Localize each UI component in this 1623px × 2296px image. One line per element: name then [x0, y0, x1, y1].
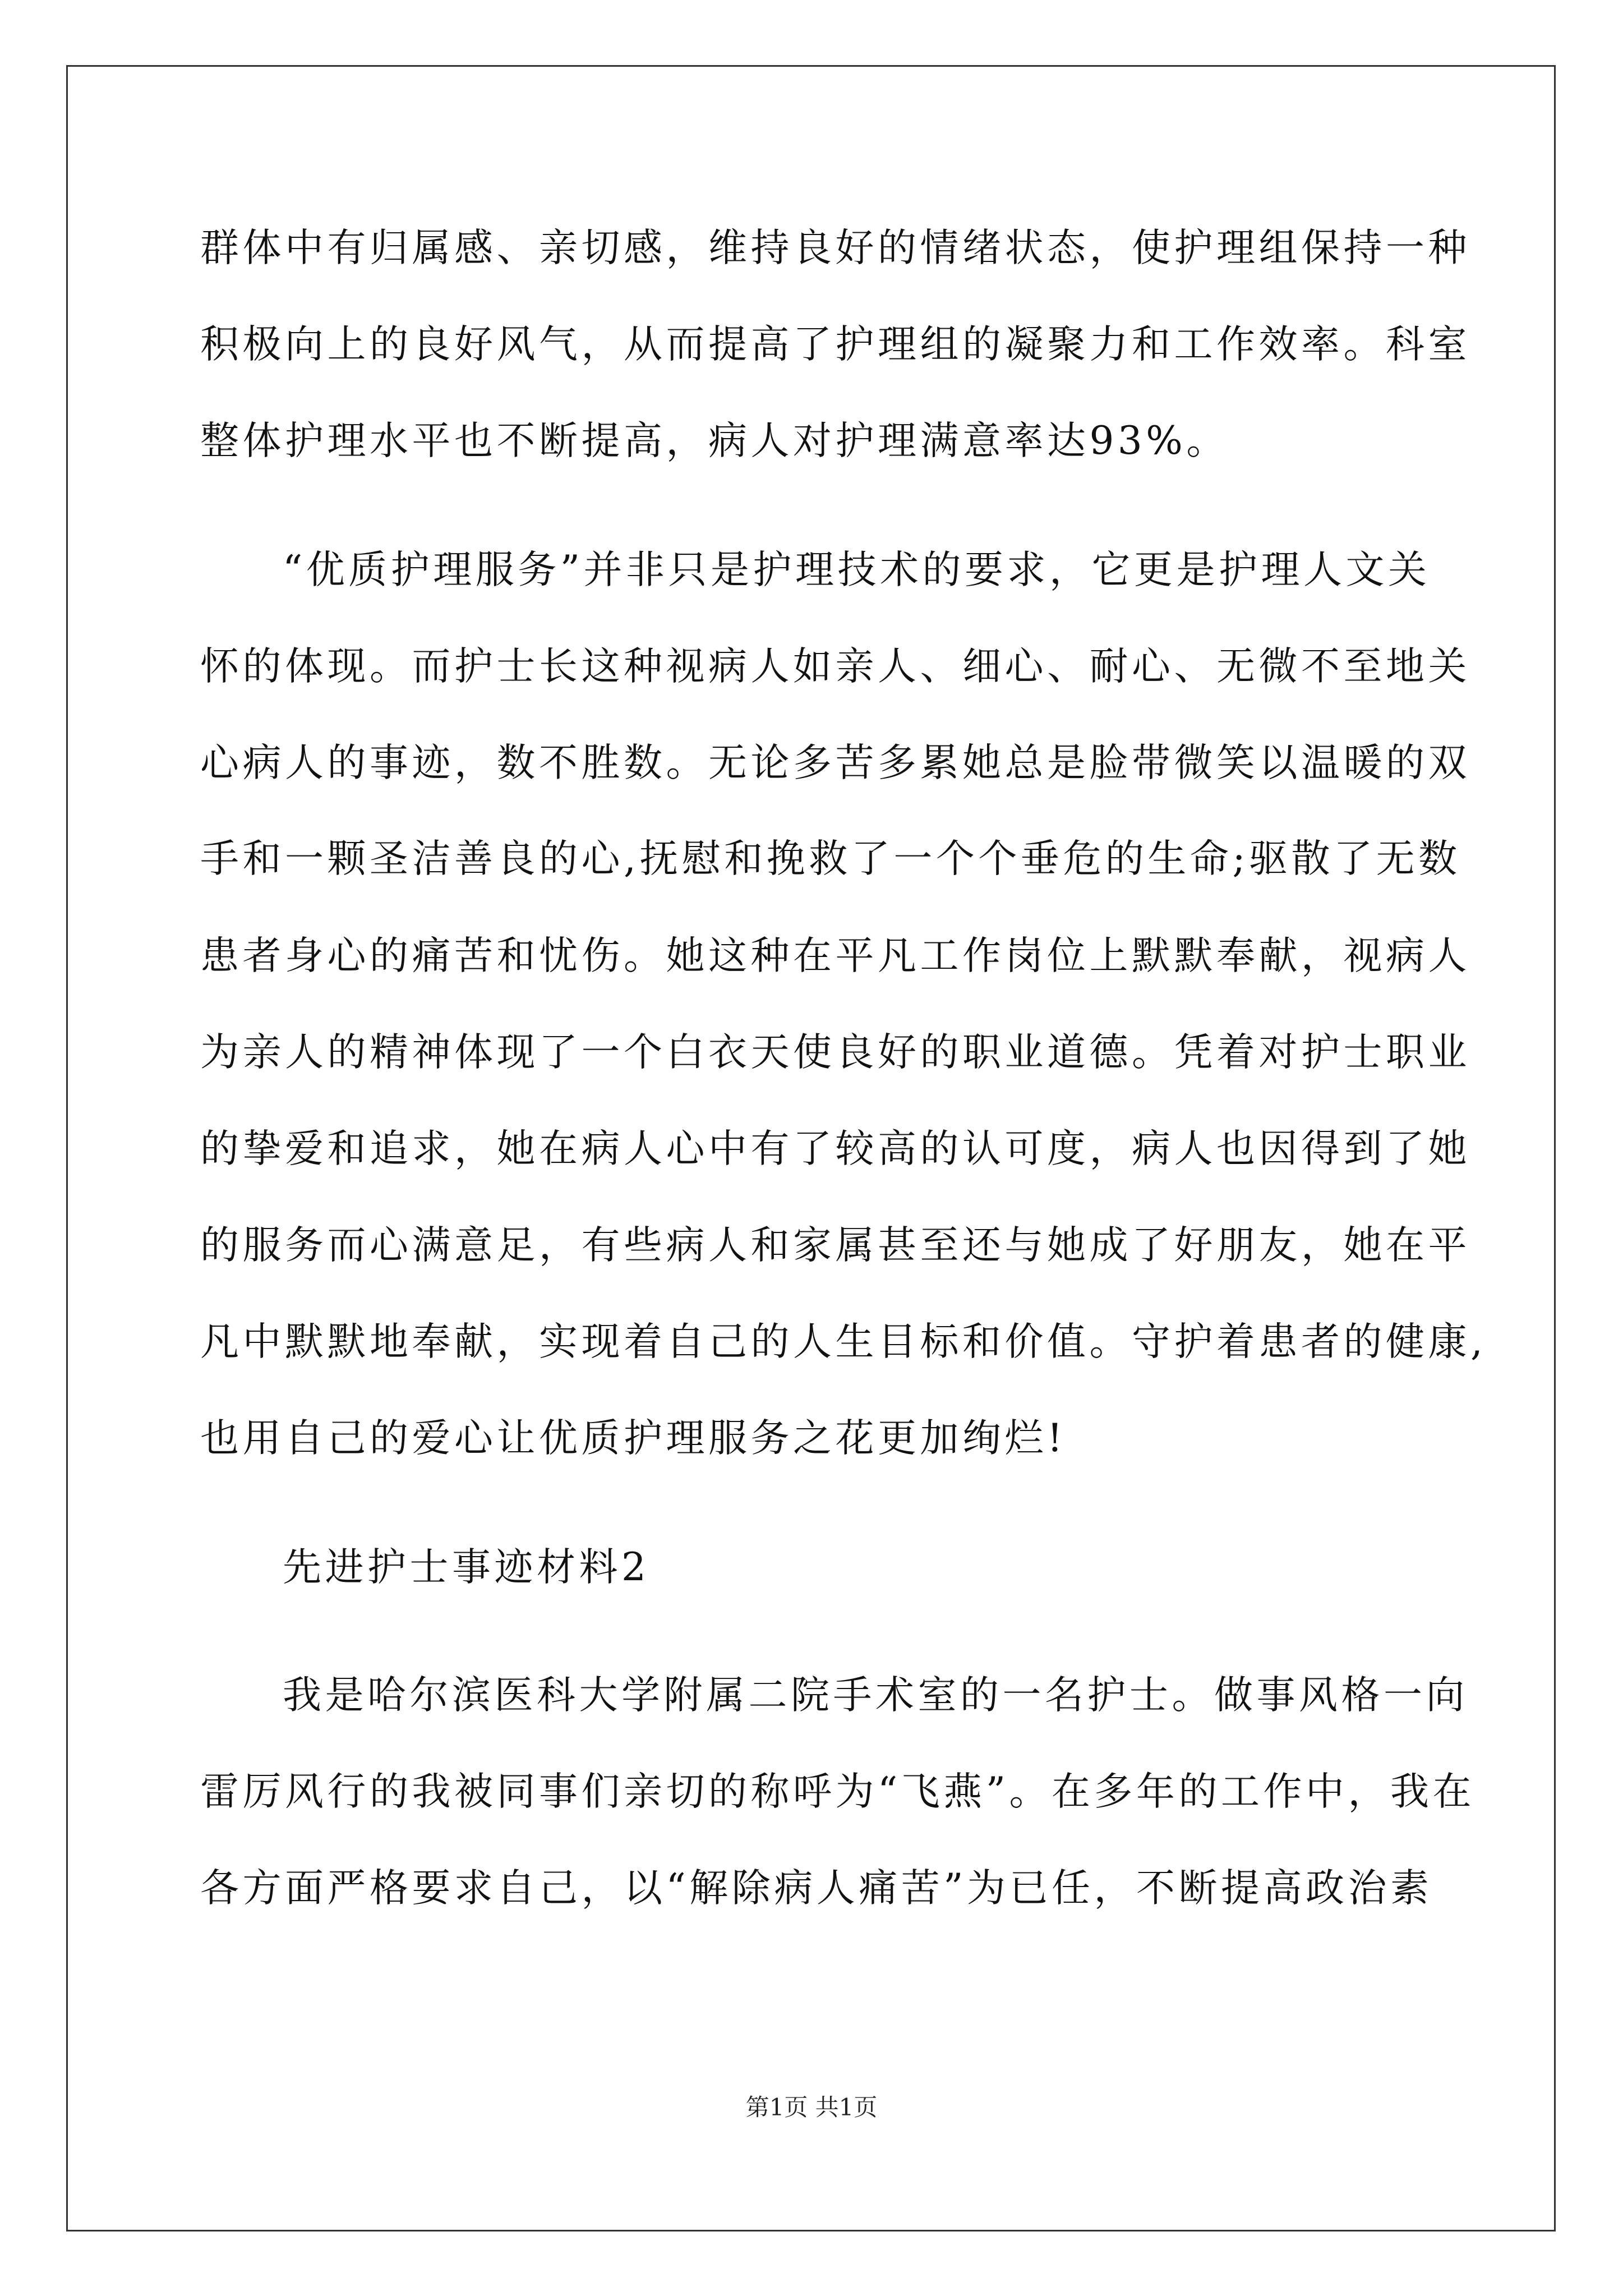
text-line: 也用自己的爱心让优质护理服务之花更加绚烂! [200, 1416, 1067, 1461]
text-line: 为亲人的精神体现了一个白衣天使良好的职业道德。凭着对护士职业 [200, 1030, 1470, 1075]
text-line: 群体中有归属感、亲切感，维持良好的情绪状态，使护理组保持一种 [200, 226, 1470, 270]
section-heading: 先进护士事迹材料2 [283, 1545, 650, 1590]
text-line: 各方面严格要求自己，以“解除病人痛苦”为已任，不断提高政治素 [200, 1866, 1433, 1911]
text-line: 的挚爱和追求，她在病人心中有了较高的认可度，病人也因得到了她 [200, 1126, 1470, 1171]
text-line: 整体护理水平也不断提高，病人对护理满意率达93%。 [200, 418, 1229, 463]
text-line: 心病人的事迹，数不胜数。无论多苦多累她总是脸带微笑以温暖的双 [200, 740, 1470, 785]
text-line: 手和一颗圣洁善良的心,抚慰和挽救了一个个垂危的生命;驱散了无数 [200, 836, 1461, 881]
text-line: 雷厉风行的我被同事们亲切的称呼为“飞燕”。在多年的工作中，我在 [200, 1769, 1476, 1814]
text-line: 积极向上的良好风气，从而提高了护理组的凝聚力和工作效率。科室 [200, 322, 1470, 367]
text-line: 患者身心的痛苦和忧伤。她这种在平凡工作岗位上默默奉献，视病人 [200, 933, 1470, 978]
paragraph-start-line: “优质护理服务”并非只是护理技术的要求，它更是护理人文关 [283, 547, 1431, 592]
text-line: 凡中默默地奉献，实现着自己的人生目标和价值。守护着患者的健康, [200, 1319, 1487, 1364]
paragraph-start-line: 我是哈尔滨医科大学附属二院手术室的一名护士。做事风格一向 [283, 1673, 1468, 1718]
text-line: 怀的体现。而护士长这种视病人如亲人、细心、耐心、无微不至地关 [200, 644, 1470, 689]
page-footer: 第1页 共1页 [745, 2093, 878, 2121]
text-line: 的服务而心满意足，有些病人和家属甚至还与她成了好朋友，她在平 [200, 1223, 1470, 1268]
